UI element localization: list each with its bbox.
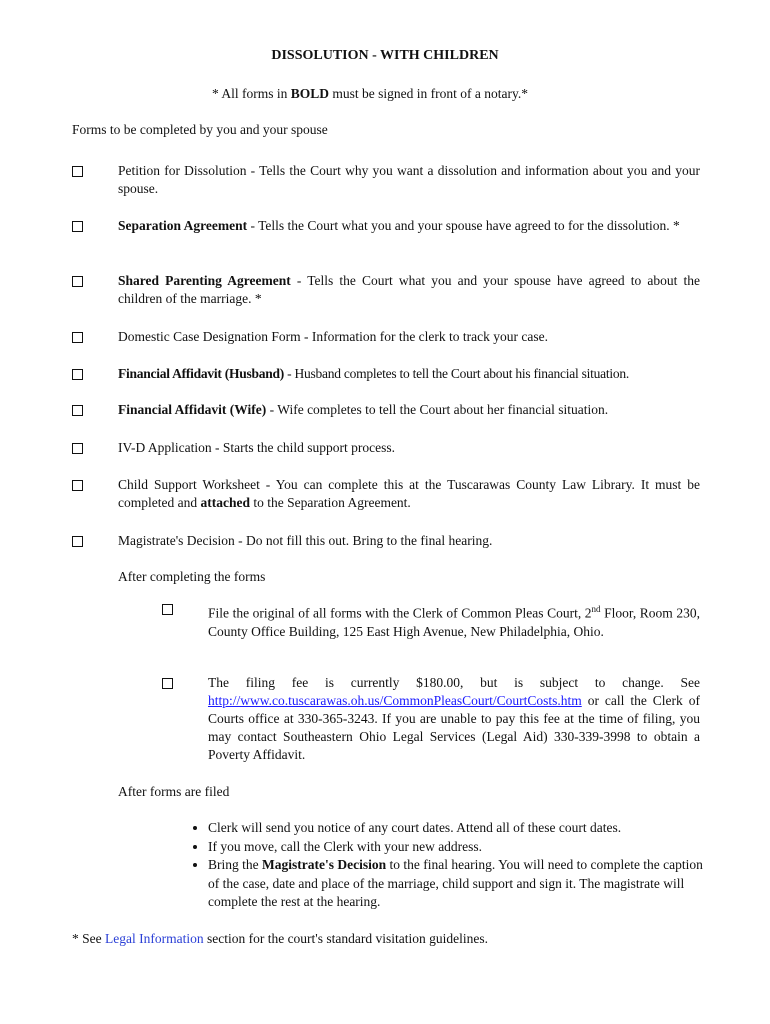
list-item: • Clerk will send you notice of any court dates. Attend all of these court dates. xyxy=(208,819,708,838)
checkbox[interactable] xyxy=(162,604,173,615)
after-filed-list xyxy=(186,819,708,912)
list-item: • If you move, call the Clerk with your new address. xyxy=(208,838,708,857)
form-item-text: Financial Affidavit (Wife) - Wife completes to tell the Court about her financial situation. xyxy=(118,402,609,417)
list-item: • Bring the Magistrate's Decision to the final hearing. You will need to complete the caption of the case, date and place of the marriage, child support and sign it. The magistrate will complete the rest at the hearing. xyxy=(208,856,708,912)
form-item-text: Domestic Case Designation Form - Information for the clerk to track your case. xyxy=(118,329,548,344)
after-filed-heading: After forms are filed xyxy=(118,784,230,799)
form-item-text: Child Support Worksheet - You can complete this at the Tuscarawas County Law Library. It must be completed and attached to the Separation Agreement. xyxy=(118,477,700,510)
legal-information-link[interactable]: Legal Information xyxy=(105,931,204,946)
form-item-text: Magistrate's Decision - Do not fill this out. Bring to the final hearing. xyxy=(118,533,493,548)
notary-bold: BOLD xyxy=(290,86,330,101)
notary-post: must be signed in front of a notary.* xyxy=(329,86,528,101)
checkbox[interactable] xyxy=(72,536,83,547)
checkbox[interactable] xyxy=(72,369,83,380)
checkbox[interactable] xyxy=(72,166,83,177)
checkbox[interactable] xyxy=(162,678,173,689)
footnote: * See Legal Information section for the court's standard visitation guidelines. xyxy=(72,931,488,946)
form-item-text: Separation Agreement - Tells the Court what you and your spouse have agreed to for the dissolution. * xyxy=(118,218,680,233)
filing-fee-text: The filing fee is currently $180.00, but is subject to change. See http://www.co.tuscarawas.oh.us/CommonPleasCourt/CourtCosts.htm or call the Clerk of Courts office at 330-365-3243. If you are unable to pay this fee at the time of filing, you may contact Southeastern Ohio Legal Services (Legal Aid) 330-339-3998 to obtain a Poverty Affidavit. xyxy=(208,675,700,762)
notary-pre: * All forms in xyxy=(212,86,291,101)
checkbox[interactable] xyxy=(72,405,83,416)
checkbox[interactable] xyxy=(72,221,83,232)
form-item-text: Shared Parenting Agreement - Tells the Court what you and your spouse have agreed to about the children of the marriage. * xyxy=(118,273,700,306)
notary-note xyxy=(0,86,740,102)
checkbox[interactable] xyxy=(72,443,83,454)
checkbox[interactable] xyxy=(72,332,83,343)
page-title: DISSOLUTION - WITH CHILDREN xyxy=(271,48,499,63)
form-item-text: IV-D Application - Starts the child support process. xyxy=(118,440,395,455)
court-costs-link[interactable]: http://www.co.tuscarawas.oh.us/CommonPleasCourt/CourtCosts.htm xyxy=(208,693,582,708)
after-completing-heading: After completing the forms xyxy=(118,569,266,584)
file-original-text: File the original of all forms with the Clerk of Common Pleas Court, 2nd Floor, Room 230, County Office Building, 125 East High Avenue, New Philadelphia, Ohio. xyxy=(208,604,700,639)
checkbox[interactable] xyxy=(72,276,83,287)
intro-text: Forms to be completed by you and your spouse xyxy=(72,122,328,137)
form-item-text: Petition for Dissolution - Tells the Court why you want a dissolution and information about you and your spouse. xyxy=(118,163,700,196)
checkbox[interactable] xyxy=(72,480,83,491)
form-item-text: Financial Affidavit (Husband) - Husband completes to tell the Court about his financial situation. xyxy=(118,366,629,381)
